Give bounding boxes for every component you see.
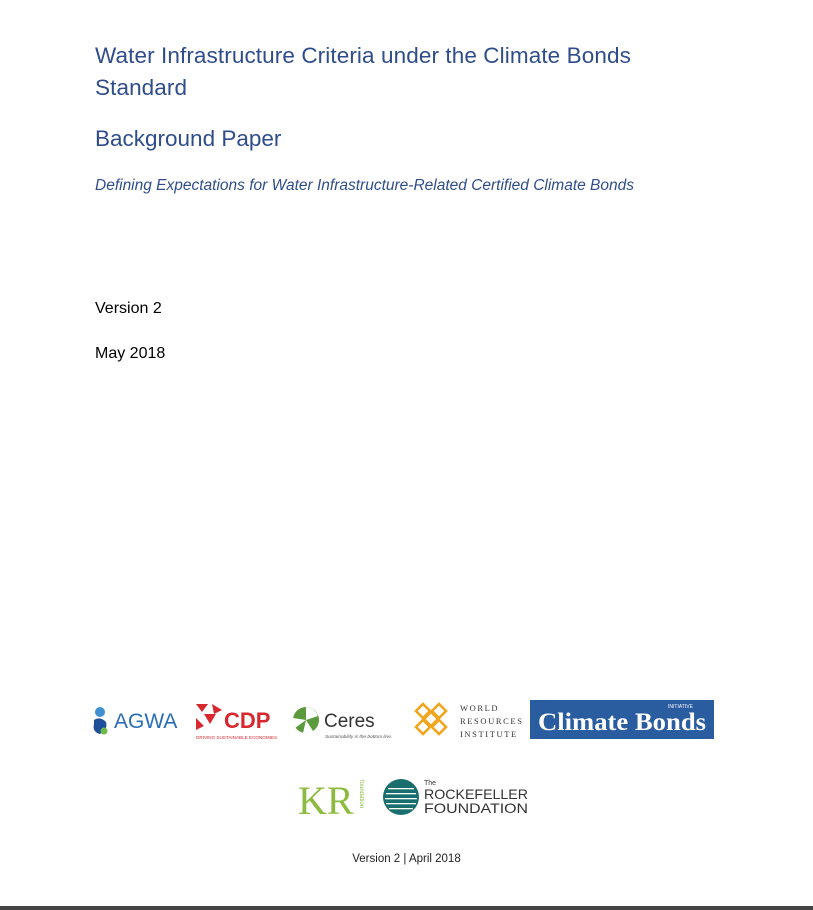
document-tagline: Defining Expectations for Water Infrastructure-Related Certified Climate Bonds	[95, 177, 635, 194]
document-version: Version 2	[95, 300, 162, 317]
page-footer: Version 2 | April 2018	[352, 853, 461, 865]
agwa-logo-text: AGWA	[114, 710, 178, 733]
climate-bonds-logo	[530, 700, 714, 739]
rockefeller-logo-line1: The	[424, 780, 437, 787]
document-date: May 2018	[95, 345, 166, 362]
document-subtitle: Background Paper	[95, 126, 282, 151]
agwa-logo	[90, 700, 188, 740]
climate-bonds-logo-initiative: INITIATIVE	[668, 704, 693, 710]
cdp-logo	[194, 700, 286, 742]
document-title: Water Infrastructure Criteria under the Climate Bonds Standard	[95, 43, 631, 100]
rockefeller-foundation-logo	[382, 776, 532, 818]
climate-bonds-logo-text: Climate Bonds	[538, 709, 707, 736]
kr-logo-text: KR	[298, 778, 354, 818]
ceres-logo-tagline: Sustainability is the bottom line.	[325, 735, 393, 740]
ceres-logo	[291, 704, 409, 742]
kr-foundation-logo	[298, 776, 368, 818]
rockefeller-logo-line3: FOUNDATION	[424, 800, 528, 816]
ceres-logo-text: Ceres	[324, 711, 375, 732]
wri-logo	[412, 700, 526, 742]
cdp-logo-text: CDP	[224, 708, 271, 733]
wri-logo-line1: WORLD	[460, 703, 500, 713]
page-bottom-border	[0, 906, 813, 910]
kr-logo-small: foundation	[358, 780, 364, 809]
cdp-logo-tagline: DRIVING SUSTAINABLE ECONOMIES	[196, 735, 278, 740]
rockefeller-logo-line2: ROCKEFELLER	[424, 786, 528, 802]
wri-logo-line2: RESOURCES	[460, 716, 524, 726]
wri-logo-line3: INSTITUTE	[460, 729, 518, 739]
